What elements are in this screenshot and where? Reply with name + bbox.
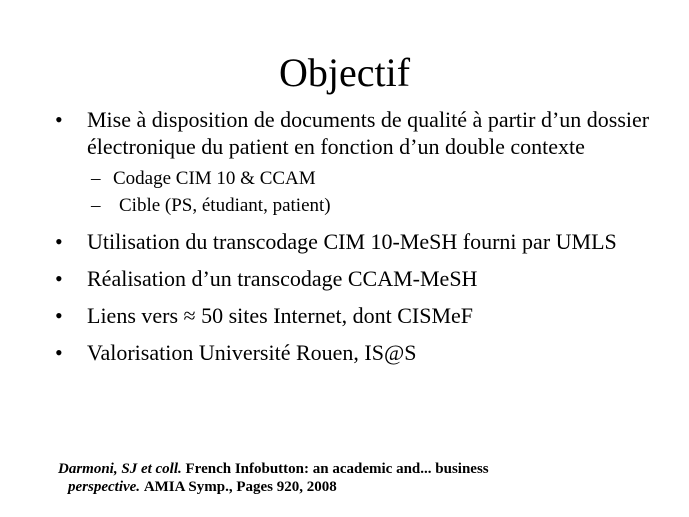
bullet-text: Mise à disposition de documents de qualité à partir d’un dossier électronique du patient en fonction d’un double contexte	[87, 107, 650, 159]
reference-authors: Darmoni, SJ et coll.	[58, 461, 182, 477]
reference-title: French Infobutton: an academic and... business	[185, 461, 489, 477]
bullet-item	[55, 302, 675, 329]
bullet-item	[55, 106, 675, 160]
reference-line2	[58, 478, 658, 496]
bullet-text: Utilisation du transcodage CIM 10-MeSH fourni par UMLS	[87, 229, 617, 254]
bullet-text: Liens vers ≈ 50 sites Internet, dont CISMeF	[87, 303, 474, 328]
bullet-list	[55, 106, 675, 366]
bullet-glyph: •	[55, 266, 63, 291]
reference-pages: Pages 920, 2008	[236, 479, 337, 495]
reference-venue: AMIA Symp.,	[143, 479, 233, 495]
dash-glyph: –	[91, 168, 101, 189]
reference-citation	[58, 460, 658, 496]
bullet-glyph: •	[55, 107, 63, 132]
subbullet-text: Codage CIM 10 & CCAM	[113, 168, 316, 189]
bullet-text: Valorisation Université Rouen, IS@S	[87, 340, 417, 365]
bullet-item	[55, 265, 675, 292]
subbullet-item	[55, 194, 675, 218]
bullet-glyph: •	[55, 303, 63, 328]
bullet-item	[55, 339, 675, 366]
reference-title-cont: perspective.	[68, 479, 141, 495]
bullet-text: Réalisation d’un transcodage CCAM-MeSH	[87, 266, 478, 291]
bullet-glyph: •	[55, 229, 63, 254]
slide-title: Objectif	[278, 50, 411, 95]
subbullet-item	[55, 167, 675, 191]
subbullet-text: Cible (PS, étudiant, patient)	[119, 195, 331, 216]
dash-glyph: –	[91, 195, 101, 216]
bullet-item	[55, 228, 675, 255]
bullet-glyph: •	[55, 340, 63, 365]
